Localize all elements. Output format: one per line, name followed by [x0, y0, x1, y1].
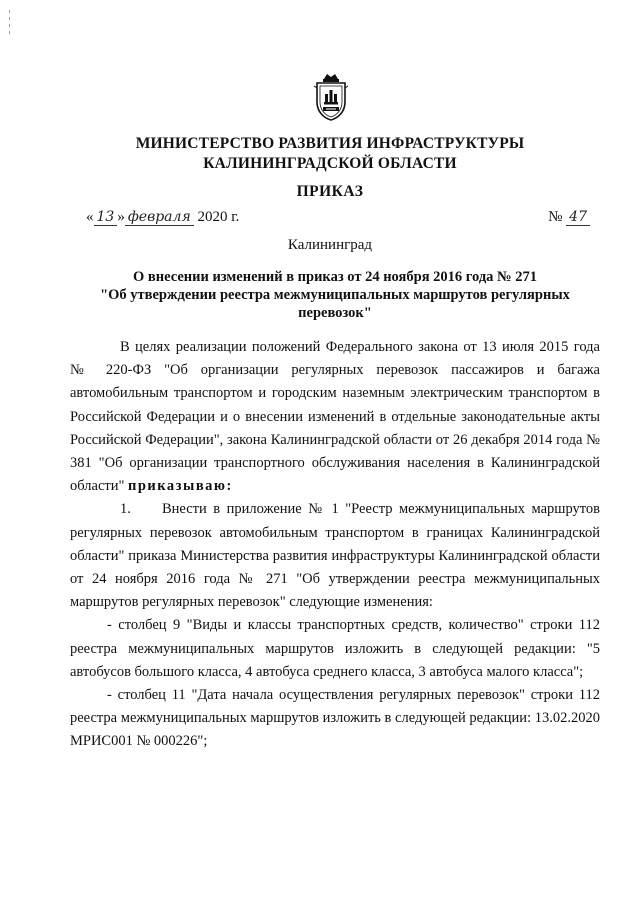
order-keyword: приказываю:	[128, 478, 233, 495]
date-year: 2020 г.	[197, 209, 240, 225]
order-body	[70, 336, 600, 754]
order-title	[90, 268, 580, 322]
item-1-text: Внести в приложение № 1 "Реестр межмуниципальных маршрутов регулярных перевозок автомобильным транспортом в границах Калининградской области" приказа Министерства развития инфраструктуры Калининградской области от 24 ноября 2016 года № 271 "Об утверждении реестра межмуниципальных маршрутов регулярных перевозок" следующие изменения:	[70, 501, 600, 611]
title-line-2: "Об утверждении реестра межмуниципальных маршрутов регулярных перевозок"	[100, 287, 570, 321]
number-sign: №	[548, 209, 563, 225]
ministry-name	[60, 134, 600, 174]
scan-edge-marks	[9, 10, 11, 46]
city: Калининград	[287, 237, 373, 253]
item-1-number: 1.	[120, 501, 131, 518]
change-2-paragraph: - столбец 11 "Дата начала осуществления регулярных перевозок" строки 112 реестра межмуниципальных маршрутов изложить в следующей редакции: 13.02.2020 МРИС001 № 000226";	[70, 687, 600, 750]
date-month: февраля	[125, 209, 194, 226]
order-number	[548, 209, 590, 226]
date-open-quote: «	[86, 209, 94, 225]
document-type: ПРИКАЗ	[296, 183, 364, 200]
preamble-text: В целях реализации положений Федерального закона от 13 июля 2015 года № 220-ФЗ "Об организации регулярных перевозок пассажиров и багажа автомобильным транспортом и городским наземным электрическим транспортом в Российской Федерации и о внесении изменений в отдельные законодательные акты Российской Федерации", закона Калининградской области от 26 декабря 2014 года № 381 "Об организации транспортного обслуживания населения в Калининградской области"	[70, 339, 600, 495]
date-close-quote: »	[117, 209, 125, 225]
item-1-paragraph	[70, 498, 600, 614]
preamble-paragraph	[70, 336, 600, 498]
change-1-paragraph: - столбец 9 "Виды и классы транспортных средств, количество" строки 112 реестра межмуниципальных маршрутов изложить в следующей редакции: "5 автобусов большого класса, 4 автобуса среднего класса, 3 автобуса малого класса";	[70, 617, 600, 680]
coat-of-arms-icon	[312, 72, 350, 122]
order-date	[86, 209, 239, 226]
title-line-1: О внесении изменений в приказ от 24 ноября 2016 года № 271	[133, 269, 537, 285]
number-value: 47	[566, 209, 590, 226]
date-day: 13	[94, 209, 118, 226]
ministry-line-1: МИНИСТЕРСТВО РАЗВИТИЯ ИНФРАСТРУКТУРЫ	[135, 135, 525, 152]
ministry-line-2: КАЛИНИНГРАДСКОЙ ОБЛАСТИ	[203, 155, 457, 172]
